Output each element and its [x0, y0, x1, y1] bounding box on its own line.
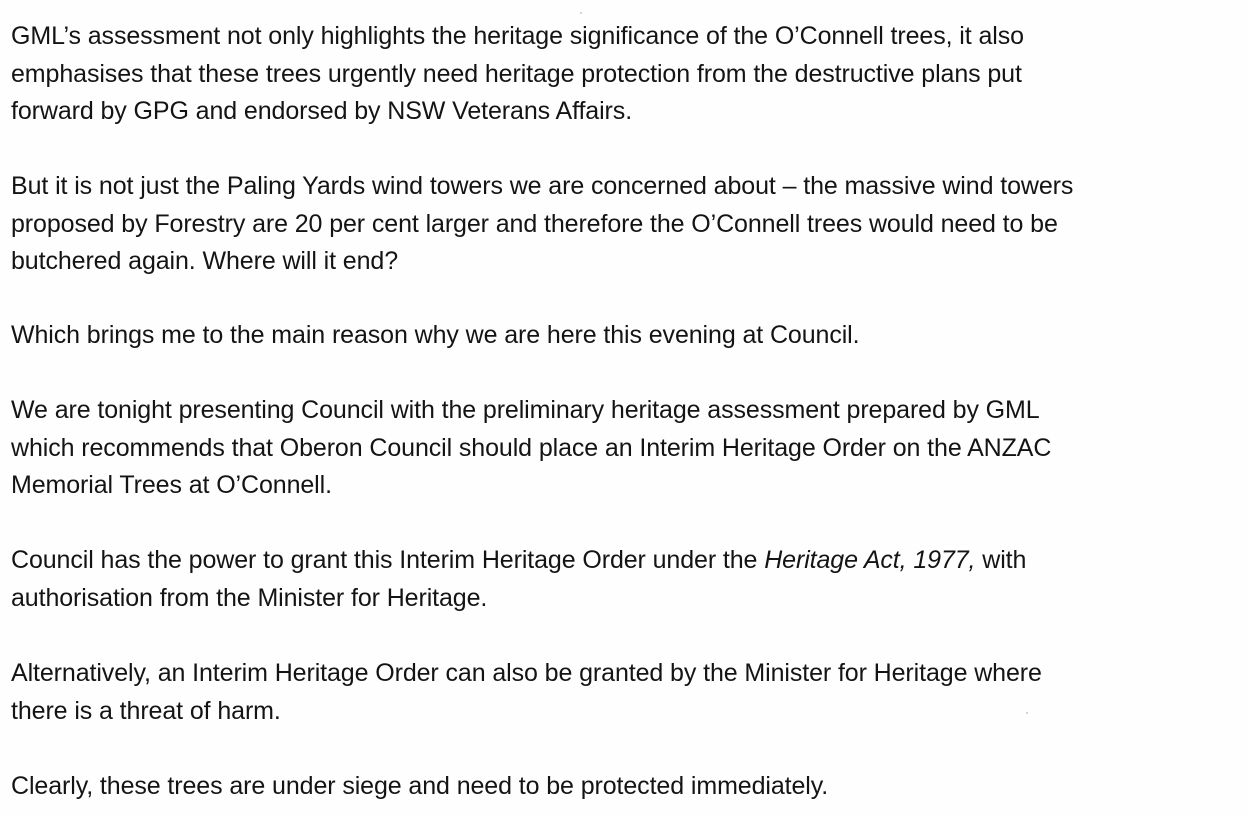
text-line: forward by GPG and endorsed by NSW Veterans Affairs. — [11, 97, 633, 125]
text-line: Which brings me to the main reason why we are here this evening at Council. — [11, 321, 860, 349]
text-line: authorisation from the Minister for Heritage. — [11, 583, 488, 612]
paragraph-gml-assessment — [11, 18, 1239, 131]
paragraph-heritage-assessment — [11, 392, 1239, 505]
scan-speck — [1026, 712, 1028, 714]
text-line: there is a threat of harm. — [11, 696, 281, 725]
text-line: proposed by Forestry are 20 per cent larger and therefore the O’Connell trees would need to be — [11, 209, 1058, 238]
text-line: emphasises that these trees urgently need heritage protection from the destructive plans put — [11, 59, 1022, 88]
act-title-italic: Heritage Act, 1977, — [764, 546, 976, 574]
paragraph-alternatively — [11, 655, 1239, 730]
text-line: GML’s assessment not only highlights the heritage significance of the O’Connell trees, it also — [11, 22, 1024, 50]
text-line: We are tonight presenting Council with the preliminary heritage assessment prepared by GML — [11, 396, 1040, 424]
paragraph-main-reason — [11, 317, 1239, 355]
text-run: with — [975, 546, 1027, 574]
text-line — [11, 542, 1239, 580]
scan-speck — [580, 12, 582, 14]
text-line: which recommends that Oberon Council should place an Interim Heritage Order on the ANZAC — [11, 433, 1052, 462]
text-run: Council has the power to grant this Interim Heritage Order under the — [11, 546, 765, 574]
text-line: Clearly, these trees are under siege and need to be protected immediately. — [11, 772, 829, 800]
paragraph-council-power — [11, 542, 1239, 617]
text-line: Alternatively, an Interim Heritage Order can also be granted by the Minister for Heritage where — [11, 659, 1042, 687]
text-line: Memorial Trees at O’Connell. — [11, 471, 332, 499]
text-line: butchered again. Where will it end? — [11, 247, 399, 275]
paragraph-conclusion — [11, 768, 1239, 806]
text-line: But it is not just the Paling Yards wind towers we are concerned about – the massive wind towers — [11, 172, 1074, 200]
paragraph-wind-towers — [11, 168, 1239, 281]
